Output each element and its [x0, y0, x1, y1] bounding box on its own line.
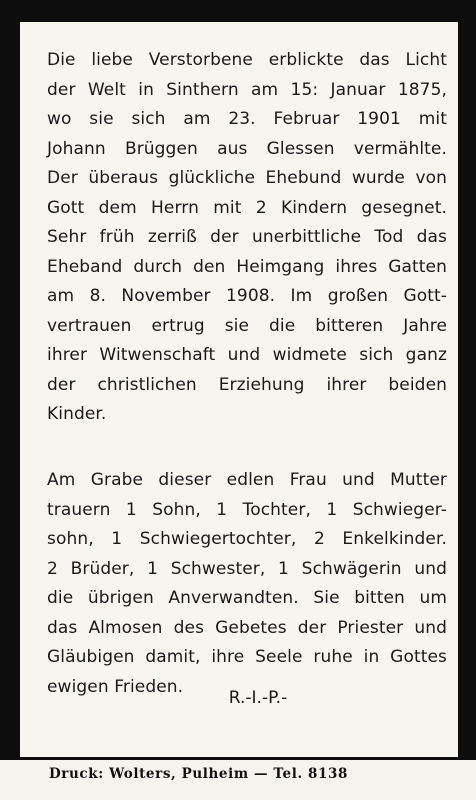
text-line: sohn, 1 Schwiegertochter, 2 Enkelkinder.	[47, 529, 447, 549]
text-line: vertrauen ertrug sie die bitteren Jahre	[47, 315, 447, 336]
text-line: Kinder.	[47, 404, 107, 424]
text-line: ewigen Frieden.	[47, 676, 184, 697]
text-line: Am Grabe dieser edlen Frau und Mutter	[47, 470, 447, 490]
text-line: 2 Brüder, 1 Schwester, 1 Schwägerin und	[47, 558, 447, 579]
mourners-paragraph	[47, 466, 447, 702]
text-line: der christlichen Erziehung ihrer beiden	[47, 374, 447, 395]
text-line: die übrigen Anverwandten. Sie bitten um	[47, 588, 447, 608]
text-line: Gott dem Herrn mit 2 Kindern gesegnet.	[47, 197, 447, 218]
printer-footer	[0, 760, 476, 800]
divider	[20, 757, 458, 759]
text-line: der Welt in Sinthern am 15: Januar 1875,	[47, 79, 447, 100]
text-line: trauern 1 Sohn, 1 Tochter, 1 Schwieger-	[47, 499, 447, 520]
text-line: ihrer Witwenschaft und widmete sich ganz	[47, 345, 447, 365]
text-line: Eheband durch den Heimgang ihres Gatten	[47, 256, 447, 277]
rip-text: R.-I.-P.-	[228, 688, 288, 708]
text-line: Johann Brüggen aus Glessen vermählte.	[47, 138, 447, 159]
biography-paragraph	[47, 46, 447, 430]
text-line: Der überaus glückliche Ehebund wurde von	[47, 168, 447, 188]
printer-credit: Druck: Wolters, Pulheim — Tel. 8138	[49, 766, 349, 782]
text-line: Gläubigen damit, ihre Seele ruhe in Gottes	[47, 647, 447, 667]
text-line: Sehr früh zerriß der unerbittliche Tod das	[47, 227, 447, 247]
closing-line	[0, 688, 476, 708]
text-line: das Almosen des Gebetes der Priester und	[47, 617, 447, 638]
text-line: wo sie sich am 23. Februar 1901 mit	[47, 109, 447, 129]
text-line: Die liebe Verstorbene erblickte das Licht	[47, 50, 447, 70]
text-line: am 8. November 1908. Im großen Gott-	[47, 286, 447, 306]
